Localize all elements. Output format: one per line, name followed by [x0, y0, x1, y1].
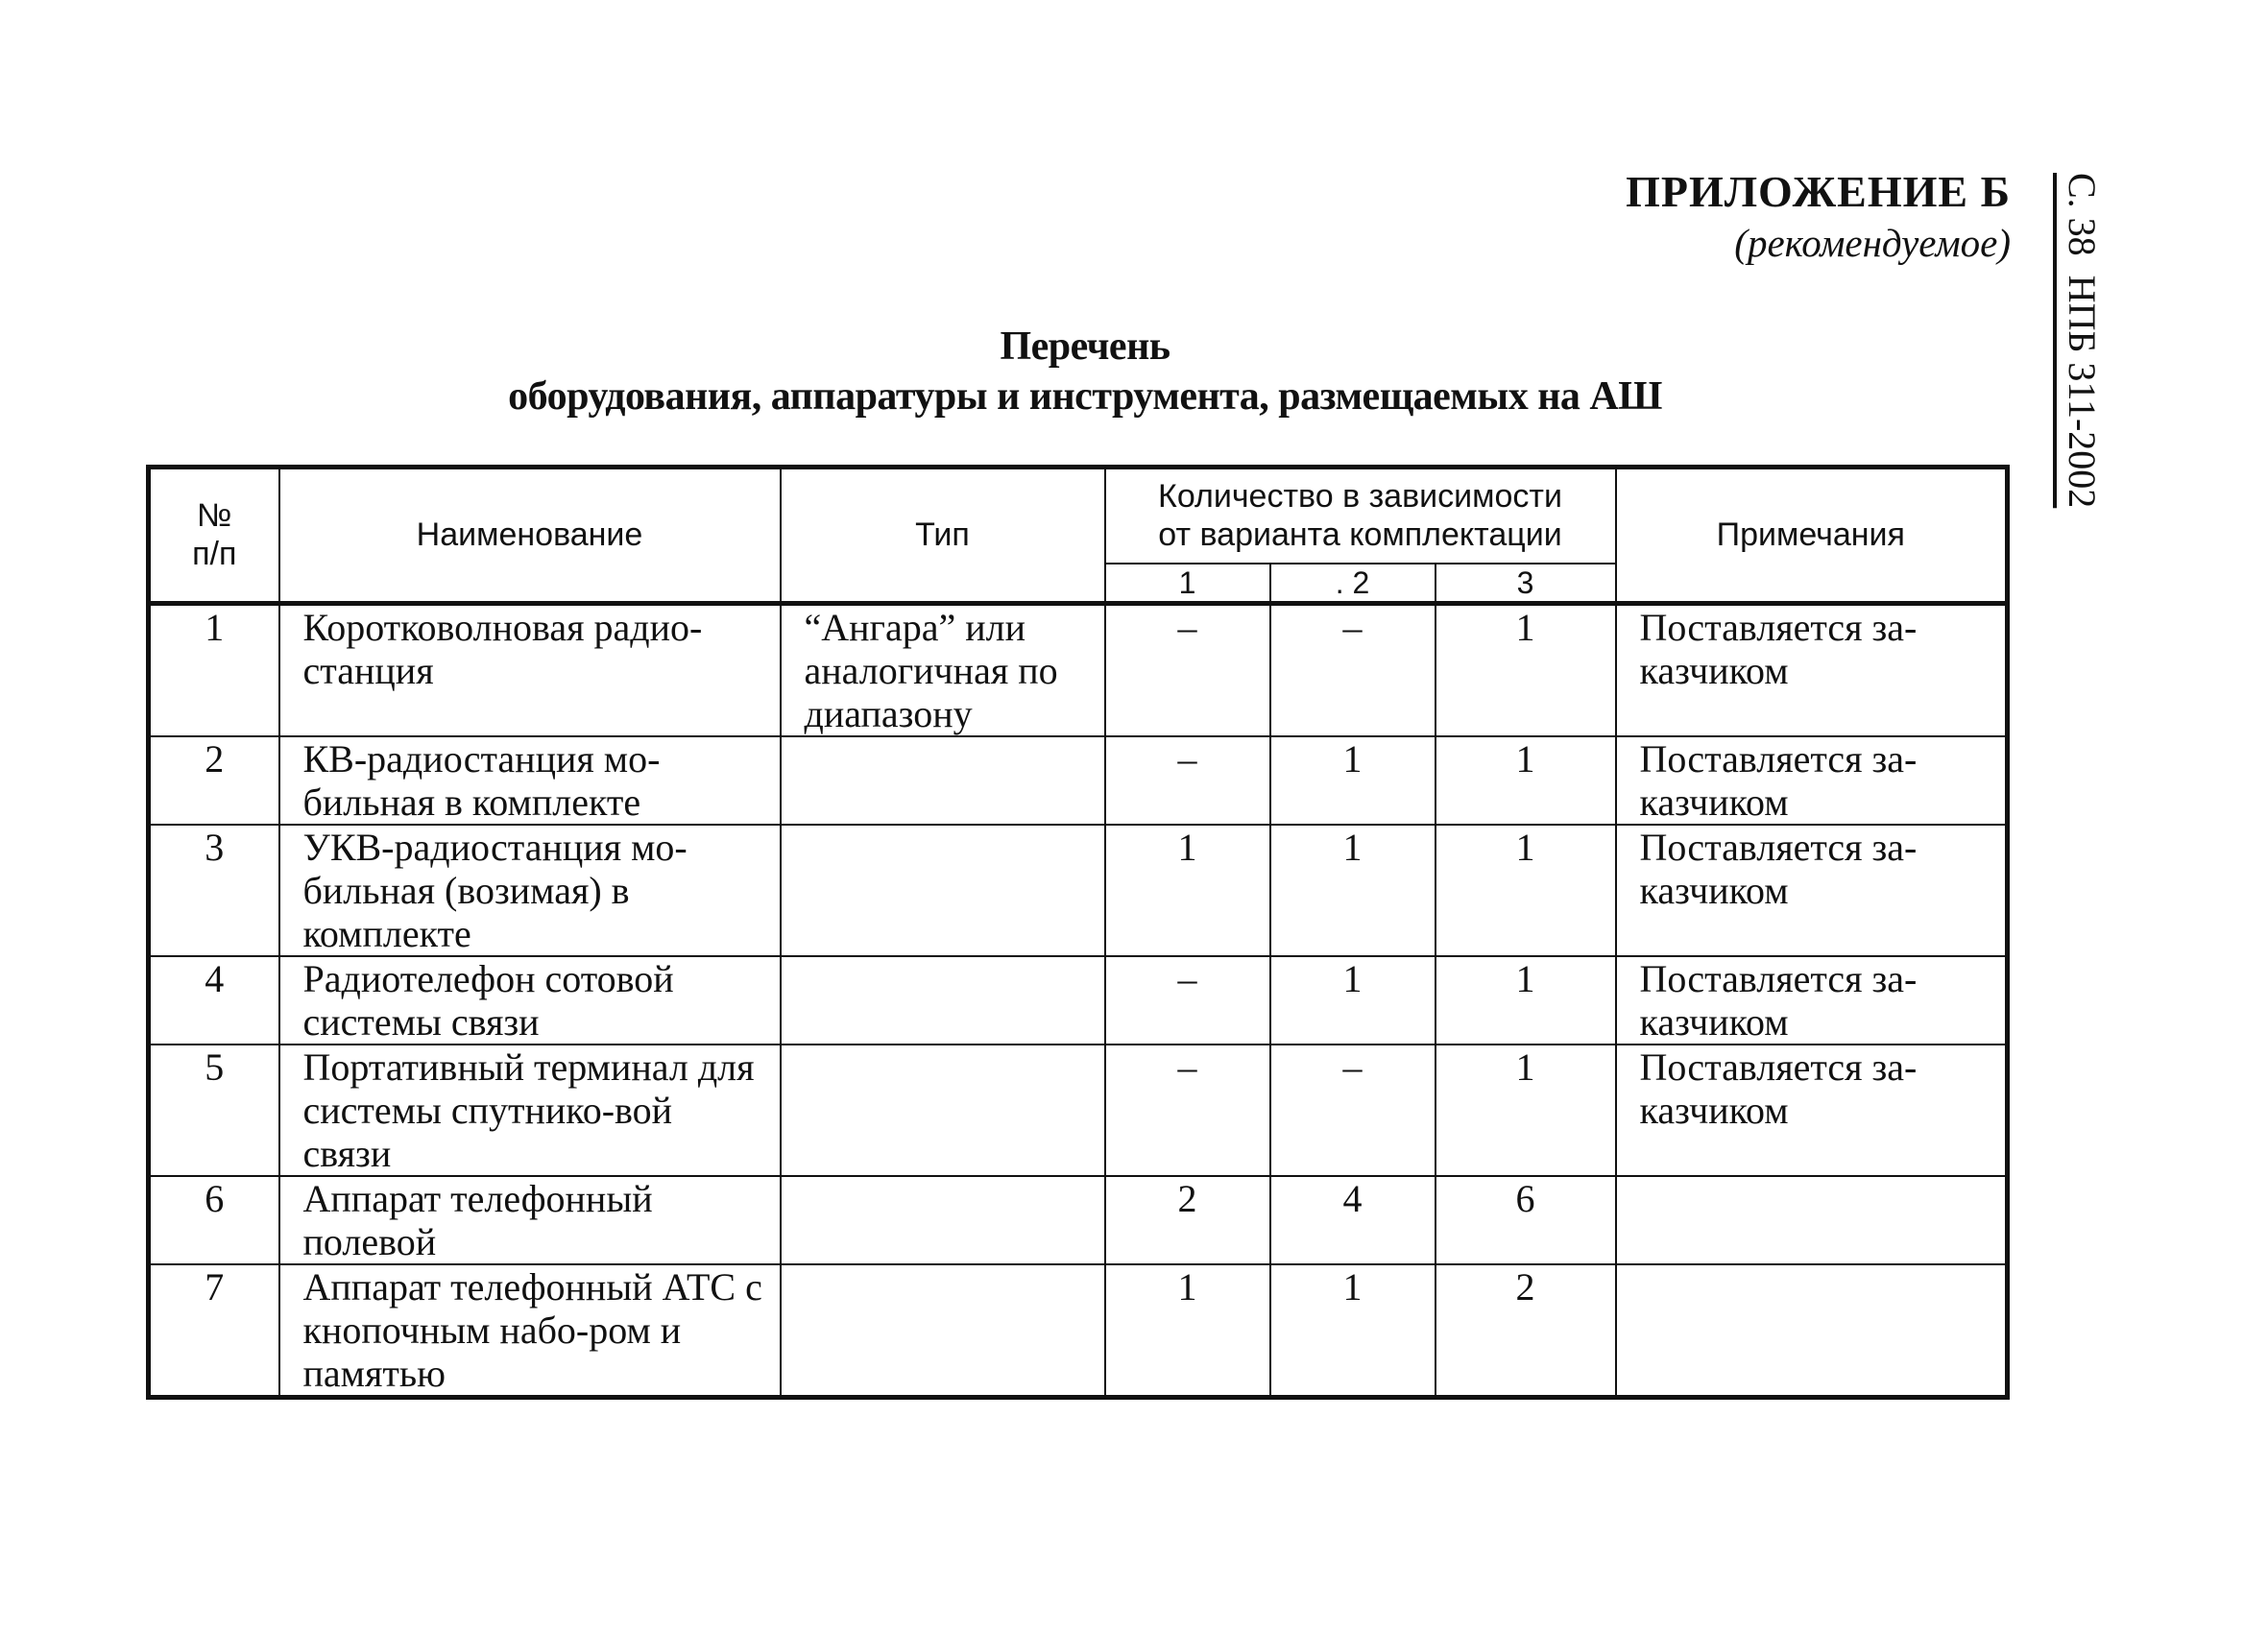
- table-body: [149, 603, 2008, 1397]
- document-title: [442, 322, 1728, 421]
- row-qty-1: –: [1105, 956, 1270, 1045]
- header-type: Тип: [781, 468, 1105, 604]
- row-qty-2: 1: [1270, 1264, 1436, 1398]
- header-qty-variant-2: . 2: [1270, 564, 1436, 604]
- table-header: [149, 468, 2008, 604]
- row-num: 6: [149, 1176, 279, 1264]
- row-qty-1: –: [1105, 1045, 1270, 1176]
- row-num: 1: [149, 603, 279, 736]
- appendix-heading: [1626, 165, 2011, 267]
- row-type: [781, 956, 1105, 1045]
- row-num: 5: [149, 1045, 279, 1176]
- row-name: УКВ-радиостанция мо-бильная (возимая) в комплекте: [279, 825, 781, 956]
- row-qty-1: –: [1105, 603, 1270, 736]
- row-num: 7: [149, 1264, 279, 1398]
- equipment-table: [146, 465, 2010, 1400]
- row-type: [781, 736, 1105, 825]
- document-title-line1: Перечень: [1000, 324, 1170, 369]
- row-qty-3: 1: [1436, 736, 1616, 825]
- row-type: [781, 825, 1105, 956]
- row-note: [1616, 1264, 2008, 1398]
- appendix-title: ПРИЛОЖЕНИЕ Б: [1626, 167, 2011, 216]
- table-row: [149, 825, 2008, 956]
- row-type: [781, 1045, 1105, 1176]
- row-qty-1: 1: [1105, 825, 1270, 956]
- row-qty-2: 1: [1270, 825, 1436, 956]
- appendix-subtitle: (рекомендуемое): [1734, 221, 2011, 265]
- row-name: Аппарат телефонный АТС с кнопочным набо-ром и памятью: [279, 1264, 781, 1398]
- table-row: [149, 1264, 2008, 1398]
- header-qty-group: Количество в зависимости от варианта комплектации: [1105, 468, 1616, 564]
- table-row: [149, 956, 2008, 1045]
- row-qty-3: 1: [1436, 825, 1616, 956]
- page-header-vertical: [2061, 173, 2104, 509]
- row-name: КВ-радиостанция мо-бильная в комплекте: [279, 736, 781, 825]
- row-qty-2: –: [1270, 603, 1436, 736]
- table-row: [149, 1176, 2008, 1264]
- row-note: Поставляется за-казчиком: [1616, 956, 2008, 1045]
- table-row: [149, 603, 2008, 736]
- row-qty-1: –: [1105, 736, 1270, 825]
- row-qty-2: 4: [1270, 1176, 1436, 1264]
- row-qty-3: 6: [1436, 1176, 1616, 1264]
- row-qty-1: 1: [1105, 1264, 1270, 1398]
- row-type: [781, 1176, 1105, 1264]
- header-num: № п/п: [149, 468, 279, 604]
- table-row: [149, 1045, 2008, 1176]
- row-name: Портативный терминал для системы спутнико-вой связи: [279, 1045, 781, 1176]
- row-qty-2: 1: [1270, 956, 1436, 1045]
- row-note: Поставляется за-казчиком: [1616, 603, 2008, 736]
- table-row: [149, 736, 2008, 825]
- row-note: Поставляется за-казчиком: [1616, 736, 2008, 825]
- row-qty-3: 1: [1436, 1045, 1616, 1176]
- document-title-line2: оборудования, аппаратуры и инструмента, размещаемых на АШ: [508, 374, 1662, 419]
- row-name: Аппарат телефонный полевой: [279, 1176, 781, 1264]
- header-notes: Примечания: [1616, 468, 2008, 604]
- row-type: “Ангара” или аналогичная по диапазону: [781, 603, 1105, 736]
- page-header-text: С. 38 НПБ 311-2002: [2061, 173, 2104, 509]
- row-note: Поставляется за-казчиком: [1616, 825, 2008, 956]
- row-qty-3: 1: [1436, 956, 1616, 1045]
- row-note: [1616, 1176, 2008, 1264]
- row-type: [781, 1264, 1105, 1398]
- row-qty-1: 2: [1105, 1176, 1270, 1264]
- row-qty-2: –: [1270, 1045, 1436, 1176]
- row-num: 4: [149, 956, 279, 1045]
- row-qty-3: 2: [1436, 1264, 1616, 1398]
- header-qty-variant-3: 3: [1436, 564, 1616, 604]
- row-name: Радиотелефон сотовой системы связи: [279, 956, 781, 1045]
- row-qty-3: 1: [1436, 603, 1616, 736]
- header-qty-variant-1: 1: [1105, 564, 1270, 604]
- row-qty-2: 1: [1270, 736, 1436, 825]
- row-num: 2: [149, 736, 279, 825]
- row-num: 3: [149, 825, 279, 956]
- row-name: Коротковолновая радио-станция: [279, 603, 781, 736]
- header-name: Наименование: [279, 468, 781, 604]
- row-note: Поставляется за-казчиком: [1616, 1045, 2008, 1176]
